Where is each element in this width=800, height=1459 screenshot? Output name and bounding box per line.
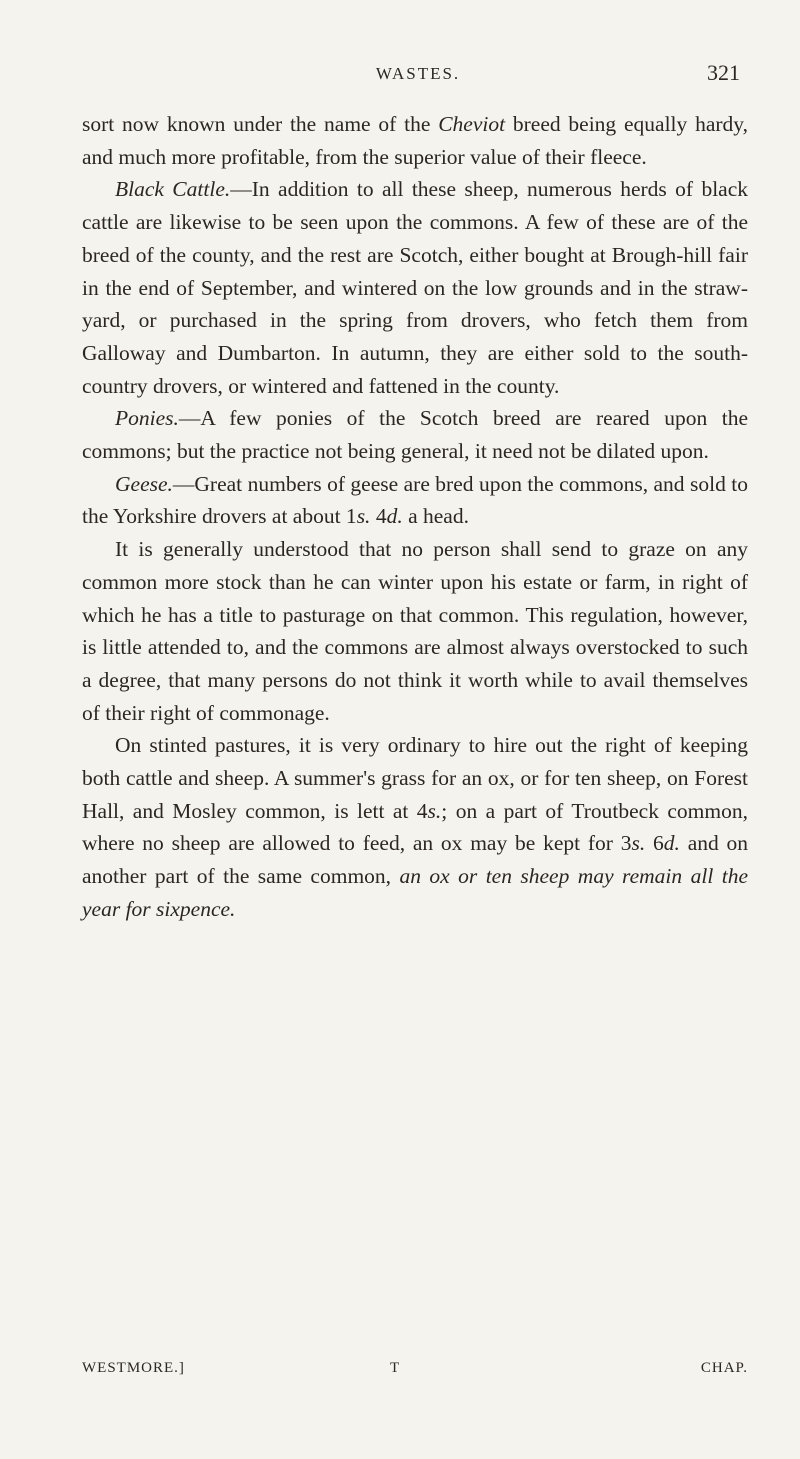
breed-name: Cheviot: [438, 112, 506, 136]
paragraph-commons-regulation: [82, 533, 748, 729]
currency-shillings: s.: [631, 831, 646, 856]
paragraph-ponies: [82, 402, 748, 467]
text-run: 4: [370, 504, 387, 529]
body-text: [82, 108, 748, 926]
text-run: sort now known under the name of the: [82, 112, 439, 136]
currency-shillings: s.: [356, 504, 371, 529]
italic-conclusion: an ox or ten sheep may remain all the year for sixpence.: [82, 864, 748, 921]
signature-mark: T: [390, 1360, 401, 1376]
paragraph-stinted-pastures: [82, 729, 748, 925]
catchword: CHAP.: [700, 1360, 748, 1376]
paragraph-cheviot: [82, 108, 748, 173]
text-run: ; on a part of Troutbeck common, where no sheep are allowed to feed, an ox may be kept for 3: [82, 798, 748, 856]
section-heading-ponies: Ponies.: [115, 406, 179, 431]
page-footer: [82, 1360, 748, 1384]
section-heading-geese: Geese.: [115, 471, 173, 496]
text-run: 6: [645, 831, 664, 856]
currency-shillings: s.: [427, 798, 442, 823]
signature-left: WESTMORE.]: [82, 1360, 185, 1376]
text-run: On stinted pastures, it is very ordinary to hire out the right of keeping both cattle and sheep. A summer's grass for an ox, or for ten sheep, on Forest Hall, and Mosley common, is lett at 4: [82, 733, 748, 823]
text-run: —Great numbers of geese are bred upon the commons, and sold to the Yorkshire drovers at about 1: [82, 471, 748, 529]
paragraph-geese: [82, 468, 748, 533]
text-run: a head.: [402, 504, 469, 529]
page-number: 321: [707, 60, 740, 85]
text-run: —A few ponies of the Scotch breed are reared upon the commons; but the practice not being general, it need not be dilated upon.: [82, 406, 748, 464]
text-run: It is generally understood that no person shall send to graze on any common more stock than he can winter upon his estate or farm, in right of which he has a title to pasturage on that common. This regulation, however, is little attended to, and the commons are almost always overstocked to such a degree, that many persons do not think it worth while to avail themselves of their right of commonage.: [82, 537, 748, 725]
section-heading-black-cattle: Black Cattle.: [115, 177, 231, 202]
currency-pence: d.: [386, 504, 403, 529]
running-head: WASTES.: [375, 64, 461, 83]
text-run: and on another part of the same common,: [82, 831, 749, 889]
paragraph-black-cattle: [82, 173, 748, 402]
text-run: —In addition to all these sheep, numerous herds of black cattle are likewise to be seen upon the commons. A few of these are of the breed of the county, and the rest are Scotch, either bought at Brough-hill fair in the end of September, and wintered on the low grounds and in the straw-yard, or purchased in the spring from drovers, who fetch them from Galloway and Dumbarton. In autumn, they are either sold to the south-country drovers, or wintered and fattened in the county.: [82, 177, 749, 398]
text-run: breed being equally hardy, and much more profitable, from the superior value of their fleece.: [82, 112, 748, 169]
currency-pence: d.: [663, 831, 680, 856]
